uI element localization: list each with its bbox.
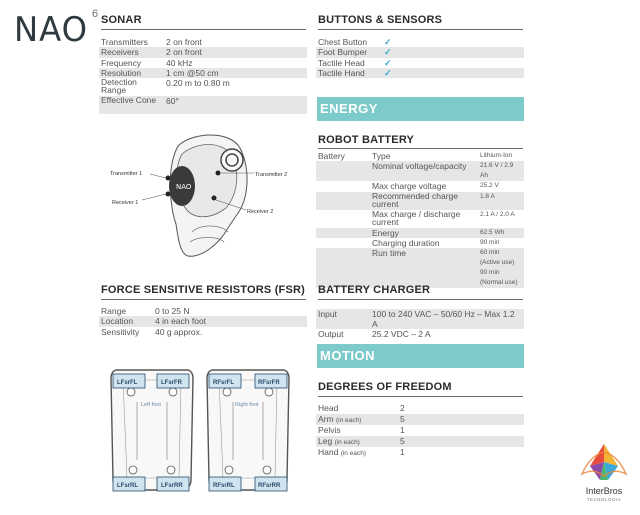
row-label: Hand [318,447,339,457]
table-row [99,96,307,114]
table-row [316,447,524,458]
head-logo-text: NAO [176,183,192,191]
row-value: 21.6 V / 2.9 Ah [480,162,514,180]
brand-name: InterBros [585,486,623,496]
row-value: 1.8 A [480,192,495,200]
charger-rule [318,299,523,300]
row-label: Effective Cone [101,95,157,106]
battery-label: Battery [318,151,345,161]
sonar-rule [101,29,306,30]
row-value: 2 [400,403,405,413]
row-value: Lithium-Ion [480,152,513,159]
left-fsr-rl: LFsrRL [117,483,138,489]
row-value: 60 min [480,249,500,257]
table-row [316,37,524,47]
transmitter-2-label: Transmitter 2 [255,172,288,178]
table-row [316,248,524,268]
receiver-2-label: Receiver 2 [247,209,274,215]
buttons-rule [318,29,523,30]
battery-table [316,151,524,288]
row-value: 4 in each foot [155,316,207,327]
row-label: Leg [318,436,333,446]
table-row [316,329,524,339]
row-label: Transmitters [101,37,148,47]
table-row [99,306,307,316]
fsr-table [99,306,307,337]
motion-banner: MOTION [317,344,524,368]
check-icon: ✓ [384,37,392,47]
row-label: Charging duration [372,237,440,248]
row-value: 1 cm @50 cm [166,67,219,78]
row-value: 1 [400,447,405,457]
receiver-1-label: Receiver 1 [112,200,139,206]
dof-table [316,403,524,458]
table-row [99,47,307,57]
row-label: Energy [372,227,399,238]
charger-table [316,309,524,339]
row-label: Max charge voltage [372,181,447,192]
row-label: Arm [318,414,334,424]
fsr-heading: FORCE SENSITIVE RESISTORS (FSR) [101,284,306,296]
row-note: (Active use) [480,259,515,267]
sonar-heading: SONAR [101,14,142,26]
row-label: Resolution [101,67,142,78]
table-row [316,414,524,425]
row-label: Input [318,309,337,319]
row-label: Max charge / discharge current [372,208,461,227]
brand-subtitle: TECNOLOGIA [586,497,622,502]
energy-banner: ENERGY [317,97,524,121]
dof-heading: DEGREES OF FREEDOM [318,381,452,393]
robot-head-drawing [142,135,254,256]
table-row [316,436,524,447]
sonar-table [99,37,307,114]
table-row [316,151,524,161]
row-value: 5 [400,414,405,424]
check-icon: ✓ [384,57,392,68]
row-value: 25.2 V [480,182,499,190]
row-label: Frequency [101,57,142,68]
row-value: 2 on front [166,37,202,47]
table-row [316,47,524,57]
nao-logo [14,6,99,50]
interbros-mark-icon [574,440,634,486]
right-fsr-fr: RFsrFR [258,380,280,386]
row-note: (in each) [335,417,362,424]
row-value: 60° [166,96,179,107]
row-label: Tactile Head [318,57,365,68]
dof-rule [318,396,523,397]
fsr-feet-diagram [105,362,305,497]
row-label: Output [318,329,344,339]
receiver-1-dot [166,192,171,197]
row-note: (Normal use) [480,279,518,287]
row-value: 90 min [480,269,500,277]
row-label: Detection Range [101,77,137,96]
receiver-2-dot [212,196,217,201]
row-value: 2 on front [166,47,202,58]
left-fsr-fr: LFsrFR [161,380,182,386]
left-foot [111,370,193,491]
row-value: 40 g approx. [155,326,203,337]
right-fsr-rl: RFsrRL [213,483,235,489]
table-row [316,210,524,228]
row-value: 1 [400,425,405,435]
right-fsr-rr: RFsrRR [258,483,281,489]
transmitter-2-dot [216,171,221,176]
row-label: Location [101,316,134,327]
row-label: Receivers [101,47,139,58]
row-label: Range [101,306,127,316]
table-row [99,58,307,68]
row-label: Chest Button [318,37,368,47]
row-label: Type [372,151,391,161]
row-note: (in each) [334,439,360,446]
row-value: 90 min [480,238,500,246]
charger-heading: BATTERY CHARGER [318,284,431,296]
table-row [316,403,524,414]
battery-rule [318,148,523,149]
check-icon: ✓ [384,47,392,58]
buttons-heading: BUTTONS & SENSORS [318,14,443,26]
table-row [316,161,524,181]
row-label: Foot Bumper [318,47,368,58]
table-row [316,68,524,78]
row-label: Sensitivity [101,326,140,337]
table-row [316,309,524,329]
row-note: (in each) [340,450,366,457]
left-fsr-fl: LFsrFL [117,380,138,386]
battery-heading: ROBOT BATTERY [318,134,415,146]
row-label: Tactile Hand [318,67,365,78]
table-row [316,58,524,68]
row-label: Recommended charge current [372,190,458,209]
row-label: Nominal voltage/capacity [372,161,467,172]
table-row [316,228,524,238]
buttons-table [316,37,524,78]
table-row [316,192,524,210]
row-value: 5 [400,436,405,446]
row-value: 40 kHz [166,57,193,68]
sonar-head-diagram [100,128,310,263]
left-foot-label: Left foot [141,402,161,408]
row-value: 0.20 m to 0.80 m [166,78,230,89]
row-value: 0 to 25 N [155,306,190,316]
fsr-rule [101,299,306,300]
interbros-logo [574,440,634,510]
table-row [316,425,524,436]
row-value: 100 to 240 VAC – 50/60 Hz – Max 1.2 A [372,309,515,329]
row-label: Pelvis [318,425,341,435]
row-label: Head [318,403,339,413]
row-label: Run time [372,248,407,259]
check-icon: ✓ [384,67,392,78]
right-fsr-fl: RFsrFL [213,380,234,386]
table-row [99,78,307,96]
table-row [99,37,307,47]
logo-text: NAO [14,10,88,50]
row-value: 62.5 Wh [480,228,505,236]
table-row [99,316,307,326]
table-row [99,327,307,337]
logo-superscript: 6 [92,8,99,20]
right-foot [207,370,289,491]
left-fsr-rr: LFsrRR [161,483,183,489]
transmitter-1-dot [166,176,171,181]
transmitter-1-label: Transmitter 1 [110,171,143,177]
row-value: 2.1 A / 2.0 A [480,210,515,218]
row-value: 25.2 VDC – 2 A [372,329,431,339]
table-row [316,238,524,248]
right-foot-label: Right foot [235,402,259,408]
